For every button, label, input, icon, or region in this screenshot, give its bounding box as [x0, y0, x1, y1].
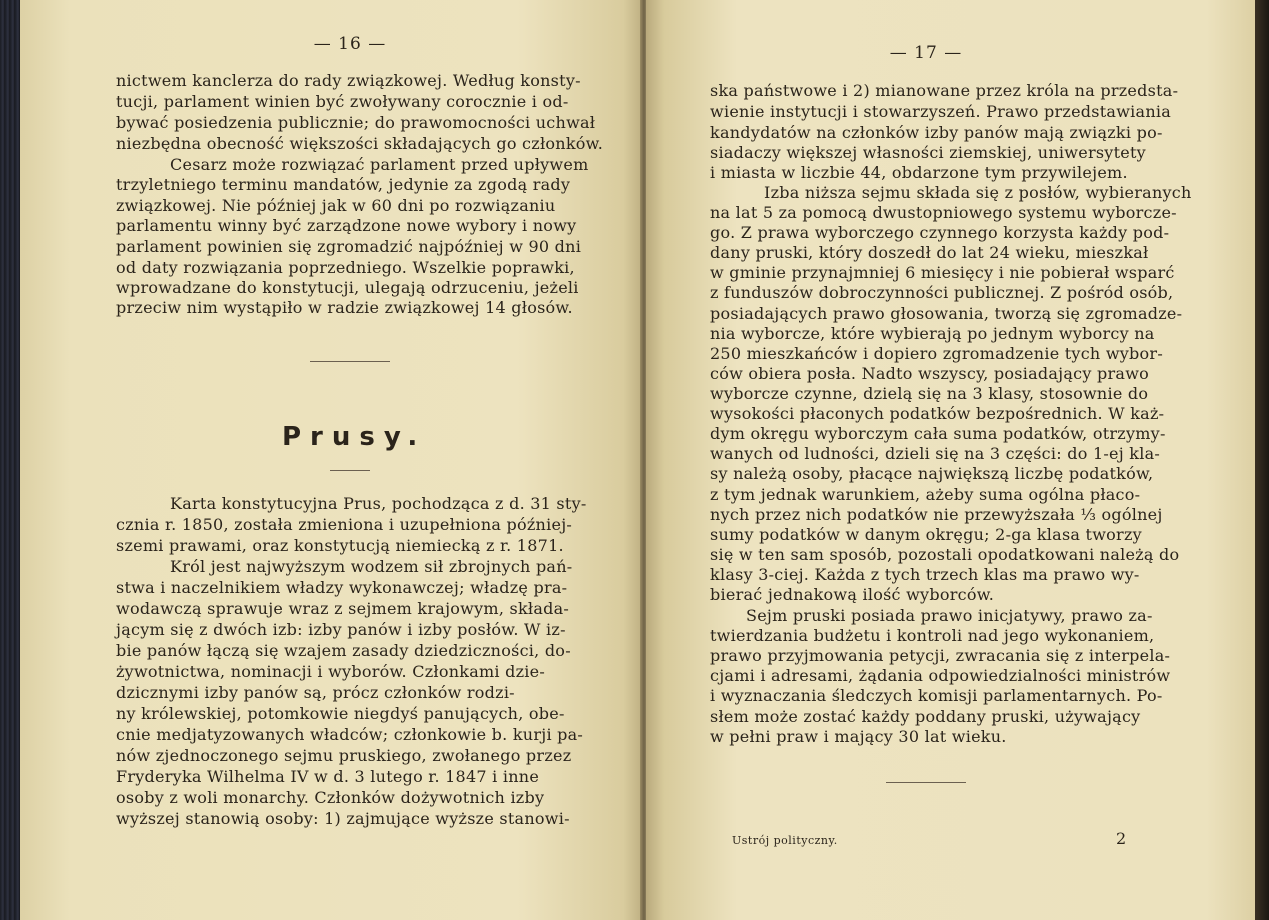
text-line: stwa i naczelnikiem władzy wykonawczej; władzę pra-: [116, 578, 568, 597]
text-line: się w ten sam sposób, pozostali opodatkowani należą do: [710, 545, 1180, 564]
text-line: wprowadzane do konstytucji, ulegają odrzuceniu, jeżeli: [116, 278, 579, 297]
text-line: nów zjednoczonego sejmu pruskiego, zwołanego przez: [116, 746, 572, 765]
text-line: Karta konstytucyjna Prus, pochodząca z d. 31 sty-: [170, 494, 587, 513]
text-line: wyborcze czynne, dzielą się na 3 klasy, stosownie do: [710, 384, 1149, 403]
text-line: i miasta w liczbie 44, obdarzone tym przywilejem.: [710, 163, 1128, 182]
text-line: kandydatów na członków izby panów mają związki po-: [710, 123, 1163, 142]
text-line: posiadających prawo głosowania, tworzą się zgromadze-: [710, 304, 1183, 323]
text-line: nia wyborcze, które wybierają po jednym wyborcy na: [710, 324, 1155, 343]
text-line: sumy podatków w danym okręgu; 2-ga klasa tworzy: [710, 525, 1142, 544]
text-line: wanych od ludności, dzieli się na 3 części: do 1-ej kla-: [710, 444, 1161, 463]
text-line: bywać posiedzenia publicznie; do prawomocności uchwał: [116, 113, 596, 132]
text-line: sy należą osoby, płacące największą liczbę podatków,: [710, 464, 1154, 483]
text-line: bierać jednakową ilość wyborców.: [710, 585, 995, 604]
text-line: tucji, parlament winien być zwoływany corocznie i od-: [116, 92, 569, 111]
text-line: w pełni praw i mający 30 lat wieku.: [710, 727, 1007, 746]
text-line: nictwem kanclerza do rady związkowej. Według konsty-: [116, 71, 581, 90]
text-line: i wyznaczania śledczych komisji parlamentarnych. Po-: [710, 686, 1163, 705]
book-cover-edge-left: [0, 0, 20, 920]
text-line: niezbędna obecność większości składających go członków.: [116, 134, 604, 153]
page-number: — 16 —: [313, 34, 387, 54]
text-line: przeciw nim wystąpiło w radzie związkowej 14 głosów.: [116, 298, 573, 317]
text-line: bie panów łączą się wzajem zasady dziedziczności, do-: [116, 641, 571, 660]
text-line: wodawczą sprawuje wraz z sejmem krajowym, składa-: [116, 599, 570, 618]
text-line: twierdzania budżetu i kontroli nad jego wykonaniem,: [710, 626, 1155, 645]
text-line: z funduszów dobroczynności publicznej. Z pośród osób,: [710, 283, 1174, 302]
text-line: w gminie przynajmniej 6 miesięcy i nie pobierał wsparć: [710, 263, 1175, 282]
text-line: cznia r. 1850, została zmieniona i uzupełniona później-: [116, 515, 573, 534]
text-line: parlamentu winny być zarządzone nowe wybory i nowy: [116, 216, 577, 235]
text-line: Sejm pruski posiada prawo inicjatywy, prawo za-: [746, 606, 1153, 625]
text-line: ców obiera posła. Nadto wszyscy, posiadający prawo: [710, 364, 1150, 383]
text-line: słem może zostać każdy poddany pruski, używający: [710, 707, 1141, 726]
text-line: prawo przyjmowania petycji, zwracania się z interpela-: [710, 646, 1171, 665]
section-heading: Prusy.: [282, 422, 427, 452]
text-line: cjami i adresami, żądania odpowiedzialności ministrów: [710, 666, 1171, 685]
text-line: Król jest najwyższym wodzem sił zbrojnych pań-: [170, 557, 573, 576]
signature-mark-number: 2: [1116, 829, 1127, 848]
text-line: od daty rozwiązania poprzedniego. Wszelkie poprawki,: [116, 258, 575, 277]
text-line: jącym się z dwóch izb: izby panów i izby posłów. W iz-: [116, 620, 566, 639]
text-line: z tym jednak warunkiem, ażeby suma ogólna płaco-: [710, 485, 1141, 504]
text-line: szemi prawami, oraz konstytucją niemiecką z r. 1871.: [116, 536, 564, 555]
section-divider: [310, 361, 390, 362]
text-line: wyższej stanowią osoby: 1) zajmujące wyższe stanowi-: [116, 809, 570, 828]
text-line: Fryderyka Wilhelma IV w d. 3 lutego r. 1847 i inne: [116, 767, 540, 786]
left-page: [20, 0, 642, 920]
text-line: żywotnictwa, nominacji i wyborów. Członkami dzie-: [116, 662, 546, 681]
text-line: na lat 5 za pomocą dwustopniowego systemu wyborcze-: [710, 203, 1177, 222]
text-line: siadaczy większej własności ziemskiej, uniwersytety: [710, 143, 1146, 162]
text-line: nych przez nich podatków nie przewyższała ⅓ ogólnej: [710, 505, 1163, 524]
right-page: [646, 0, 1255, 920]
text-line: dzicznymi izby panów są, prócz członków rodzi-: [116, 683, 515, 702]
text-line: związkowej. Nie później jak w 60 dni po rozwiązaniu: [116, 196, 556, 215]
text-line: 250 mieszkańców i dopiero zgromadzenie tych wybor-: [710, 344, 1163, 363]
text-line: dym okręgu wyborczym cała suma podatków, otrzymy-: [710, 424, 1166, 443]
text-line: go. Z prawa wyborczego czynnego korzysta każdy pod-: [710, 223, 1170, 242]
text-line: trzyletniego terminu mandatów, jedynie za zgodą rady: [116, 175, 571, 194]
text-line: osoby z woli monarchy. Członków dożywotnich izby: [116, 788, 545, 807]
signature-mark-title: Ustrój polityczny.: [732, 834, 838, 847]
book-cover-edge-right: [1255, 0, 1269, 920]
text-line: ska państwowe i 2) mianowane przez króla na przedsta-: [710, 81, 1179, 100]
text-line: Izba niższa sejmu składa się z posłów, wybieranych: [764, 183, 1192, 202]
text-line: Cesarz może rozwiązać parlament przed upływem: [170, 155, 589, 174]
text-line: dany pruski, który doszedł do lat 24 wieku, mieszkał: [710, 243, 1149, 262]
text-line: parlament powinien się zgromadzić najpóźniej w 90 dni: [116, 237, 582, 256]
page-number: — 17 —: [889, 43, 963, 63]
text-line: cnie medjatyzowanych władców; członkowie b. kurji pa-: [116, 725, 584, 744]
heading-underline: [330, 470, 370, 471]
text-line: ny królewskiej, potomkowie niegdyś panujących, obe-: [116, 704, 565, 723]
text-line: klasy 3-ciej. Każda z tych trzech klas ma prawo wy-: [710, 565, 1140, 584]
section-divider: [886, 782, 966, 783]
text-line: wienie instytucji i stowarzyszeń. Prawo przedstawiania: [710, 102, 1172, 121]
text-line: wysokości płaconych podatków bezpośrednich. W każ-: [710, 404, 1165, 423]
